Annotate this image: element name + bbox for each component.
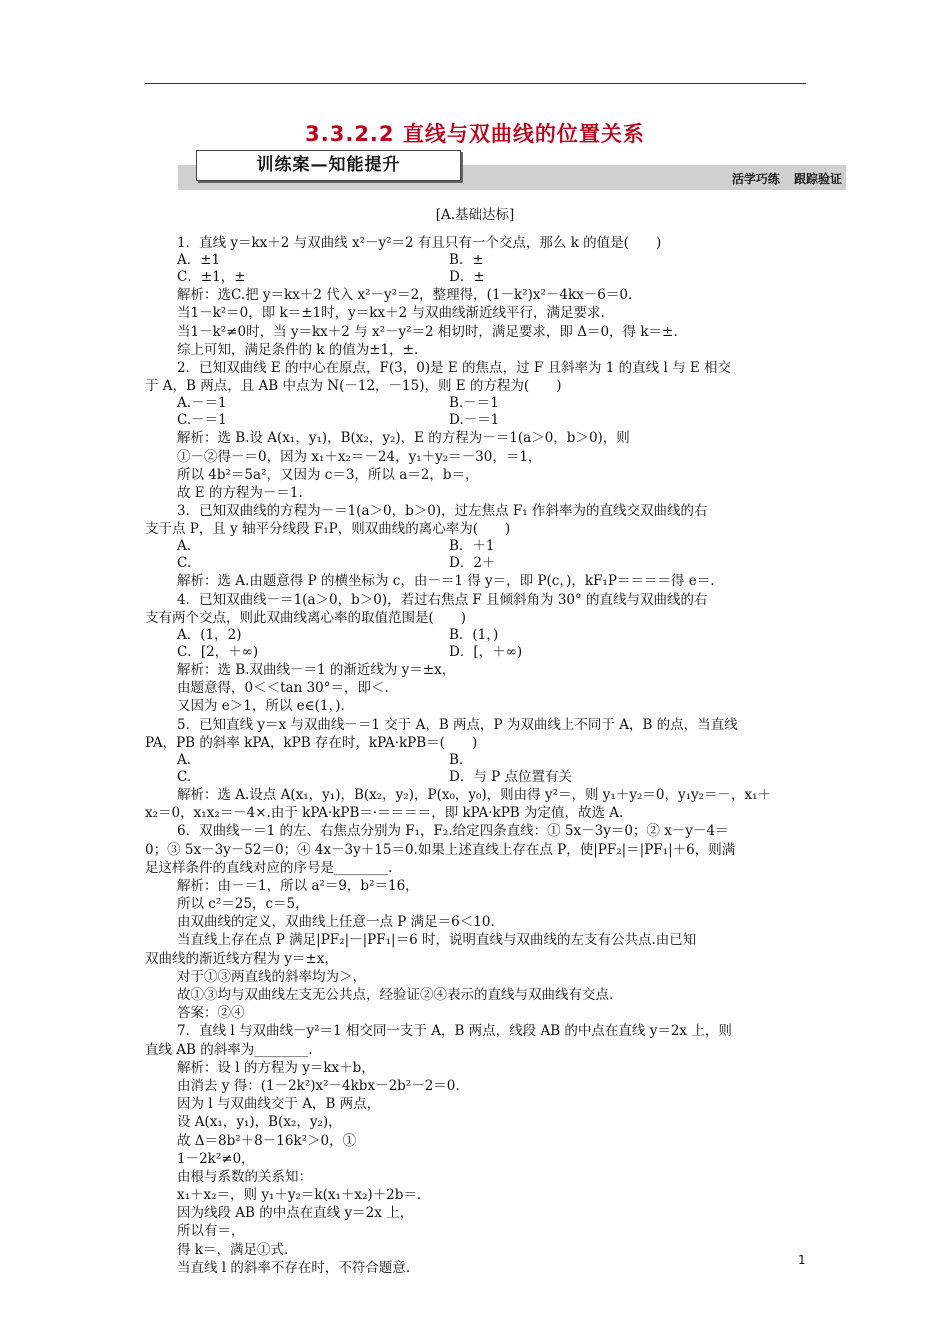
text-line: 所以 c²＝25，c＝5， xyxy=(177,896,309,913)
text-line-continued: 双曲线的渐近线方程为 y＝±x， xyxy=(145,950,338,967)
option-right: D．[，＋∞) xyxy=(449,644,523,660)
text-line: 得 k＝，满足①式. xyxy=(177,1241,289,1258)
text-line: 当直线上存在点 P 满足|PF₂|－|PF₁|＝6 时，说明直线与双曲线的左支有公共点.由已知 xyxy=(177,932,697,949)
option-right: D．与 P 点位置有关 xyxy=(449,768,572,785)
text-line-continued: PA，PB 的斜率 kPA，kPB 存在时，kPA·kPB＝( ) xyxy=(145,734,478,751)
text-line: 由双曲线的定义，双曲线上任意一点 P 满足＝6＜10. xyxy=(177,914,495,931)
text-line: 1－2k²≠0， xyxy=(177,1150,255,1167)
text-line: 设 A(x₁，y₁)，B(x₂，y₂)， xyxy=(177,1114,342,1131)
text-line: 当1－k²＝0，即 k＝±1时，y＝kx＋2 与双曲线渐近线平行，满足要求. xyxy=(177,305,605,322)
text-line: 所以有＝， xyxy=(177,1223,245,1240)
text-line-continued: x₂＝0，x₁x₂＝－4×.由于 kPA·kPB＝·＝＝＝＝，即 kPA·kPB 为定值，故选 A. xyxy=(145,805,624,822)
text-line-continued: 于 A，B 两点，且 AB 中点为 N(－12，－15)，则 E 的方程为( ) xyxy=(145,378,562,395)
text-line-continued: 支有两个交点，则此双曲线离心率的取值范围是( ) xyxy=(145,609,467,626)
text-line: 又因为 e＞1，所以 e∈(1，). xyxy=(177,698,345,715)
text-line: 解析：设 l 的方程为 y＝kx＋b， xyxy=(177,1059,375,1076)
banner-tab: 训练案—知能提升 xyxy=(196,150,461,181)
option-left: A.－＝1 xyxy=(177,395,227,412)
option-row xyxy=(145,769,807,786)
option-row xyxy=(145,252,807,269)
option-right: D.－＝1 xyxy=(449,412,500,429)
text-line: 由根与系数的关系知： xyxy=(177,1168,312,1185)
option-row xyxy=(145,644,807,661)
text-line: 对于①③两直线的斜率均为＞， xyxy=(177,968,366,985)
banner-slogan: 活学巧练 跟踪验证 xyxy=(731,172,842,186)
option-row xyxy=(145,269,807,286)
text-line: 因为线段 AB 的中点在直线 y＝2x 上， xyxy=(177,1205,414,1222)
option-right: D．2＋ xyxy=(449,555,496,572)
option-row xyxy=(145,752,807,769)
option-left: A．(1，2) xyxy=(177,627,242,643)
text-line: 解析：选 A.设点 A(x₁，y₁)，B(x₂，y₂)，P(x₀，y₀)，则由得 y²＝，则 y₁＋y₂＝0，y₁y₂＝－，x₁＋ xyxy=(177,786,772,803)
text-line-continued: 0；③ 5x－3y－52＝0；④ 4x－3y＋15＝0.如果上述直线上存在点 P，使|PF₂|＝|PF₁|＋6，则满 xyxy=(145,841,736,858)
text-line: 解析：选C.把 y＝kx＋2 代入 x²－y²＝2，整理得，(1－k²)x²－4kx－6＝0. xyxy=(177,287,633,304)
document-body xyxy=(145,234,807,1277)
text-line: x₁＋x₂＝，则 y₁＋y₂＝k(x₁＋x₂)＋2b＝. xyxy=(177,1187,422,1204)
text-line: 因为 l 与双曲线交于 A，B 两点， xyxy=(177,1096,381,1113)
option-left: A. xyxy=(177,538,192,555)
text-line: 当1－k²≠0时，当 y＝kx＋2 与 x²－y²＝2 相切时，满足要求，即 Δ＝0，得 k＝±. xyxy=(177,323,678,340)
text-line: 由题意得，0＜＜tan 30°＝，即＜. xyxy=(177,680,389,697)
text-line-continued: 直线 AB 的斜率为________. xyxy=(145,1041,313,1058)
section-heading: [A.基础达标] xyxy=(435,207,515,223)
page-number: 1 xyxy=(798,1253,806,1267)
option-right: B. xyxy=(449,751,464,768)
option-left: A. xyxy=(177,751,192,768)
text-line: 解析：选 A.由题意得 P 的横坐标为 c，由－＝1 得 y＝，即 P(c，)，kF₁P＝＝＝＝得 e＝. xyxy=(177,573,715,590)
option-right: B.－＝1 xyxy=(449,395,499,412)
text-line: 答案：②④ xyxy=(177,1005,245,1022)
text-line: 3．已知双曲线的方程为－＝1(a＞0，b＞0)，过左焦点 F₁ 作斜率为的直线交双曲线的右 xyxy=(177,503,708,520)
option-left: C. xyxy=(177,768,192,785)
option-row xyxy=(145,412,807,429)
text-line-continued: 支于点 P，且 y 轴平分线段 F₁P，则双曲线的离心率为( ) xyxy=(145,521,511,538)
option-right: B．＋1 xyxy=(449,538,495,555)
text-line: 解析：由－＝1，所以 a²＝9，b²＝16， xyxy=(177,877,419,894)
text-line: 解析：选 B.双曲线－＝1 的渐近线为 y＝±x， xyxy=(177,662,456,678)
option-row xyxy=(145,538,807,555)
option-right: B．± xyxy=(449,252,484,269)
option-left: C．[2，＋∞) xyxy=(177,644,259,660)
option-row xyxy=(145,555,807,572)
option-left: C．±1，± xyxy=(177,269,246,286)
text-line: 所以 4b²＝5a²，又因为 c＝3，所以 a＝2，b＝， xyxy=(177,466,479,483)
text-line: 2．已知双曲线 E 的中心在原点，F(3，0)是 E 的焦点，过 F 且斜率为 1 的直线 l 与 E 相交 xyxy=(177,359,732,376)
header-rule xyxy=(145,83,806,84)
text-line: 5．已知直线 y＝x 与双曲线－＝1 交于 A，B 两点，P 为双曲线上不同于 A，B 的点，当直线 xyxy=(177,716,738,733)
text-line: 由消去 y 得：(1－2k²)x²－4kbx－2b²－2＝0. xyxy=(177,1077,460,1094)
text-line: 综上可知，满足条件的 k 的值为±1，±. xyxy=(177,341,419,358)
option-right: D．± xyxy=(449,269,485,286)
text-line: 当直线 l 的斜率不存在时，不符合题意. xyxy=(177,1259,411,1276)
text-line: 故①③均与双曲线左支无公共点，经验证②④表示的直线与双曲线有交点. xyxy=(177,987,614,1003)
text-line: 1．直线 y＝kx＋2 与双曲线 x²－y²＝2 有且只有一个交点，那么 k 的值是( ) xyxy=(177,235,662,251)
option-row xyxy=(145,627,807,644)
text-line-continued: 足这样条件的直线对应的序号是________. xyxy=(145,859,393,876)
text-line: ①－②得－＝0，因为 x₁＋x₂＝－24，y₁＋y₂＝－30，＝1， xyxy=(177,448,542,465)
option-right: B．(1，) xyxy=(449,627,499,643)
text-line: 解析：选 B.设 A(x₁，y₁)，B(x₂，y₂)，E 的方程为－＝1(a＞0，b＞0)，则 xyxy=(177,430,630,447)
option-left: C.－＝1 xyxy=(177,412,227,429)
text-line: 6．双曲线－＝1 的左、右焦点分别为 F₁，F₂.给定四条直线：① 5x－3y＝0；② x－y－4＝ xyxy=(177,823,729,840)
option-left: A．±1 xyxy=(177,252,221,269)
option-left: C. xyxy=(177,555,192,572)
page-title: 3.3.2.2 直线与双曲线的位置关系 xyxy=(305,122,645,146)
text-line: 7．直线 l 与双曲线－y²＝1 相交同一支于 A，B 两点，线段 AB 的中点在直线 y＝2x 上，则 xyxy=(177,1023,732,1040)
text-line: 故 E 的方程为－＝1. xyxy=(177,484,303,501)
option-row xyxy=(145,395,807,412)
text-line: 故 Δ＝8b²＋8－16k²＞0，① xyxy=(177,1132,357,1149)
text-line: 4．已知双曲线－＝1(a＞0，b＞0)，若过右焦点 F 且倾斜角为 30° 的直线与双曲线的右 xyxy=(177,591,708,608)
